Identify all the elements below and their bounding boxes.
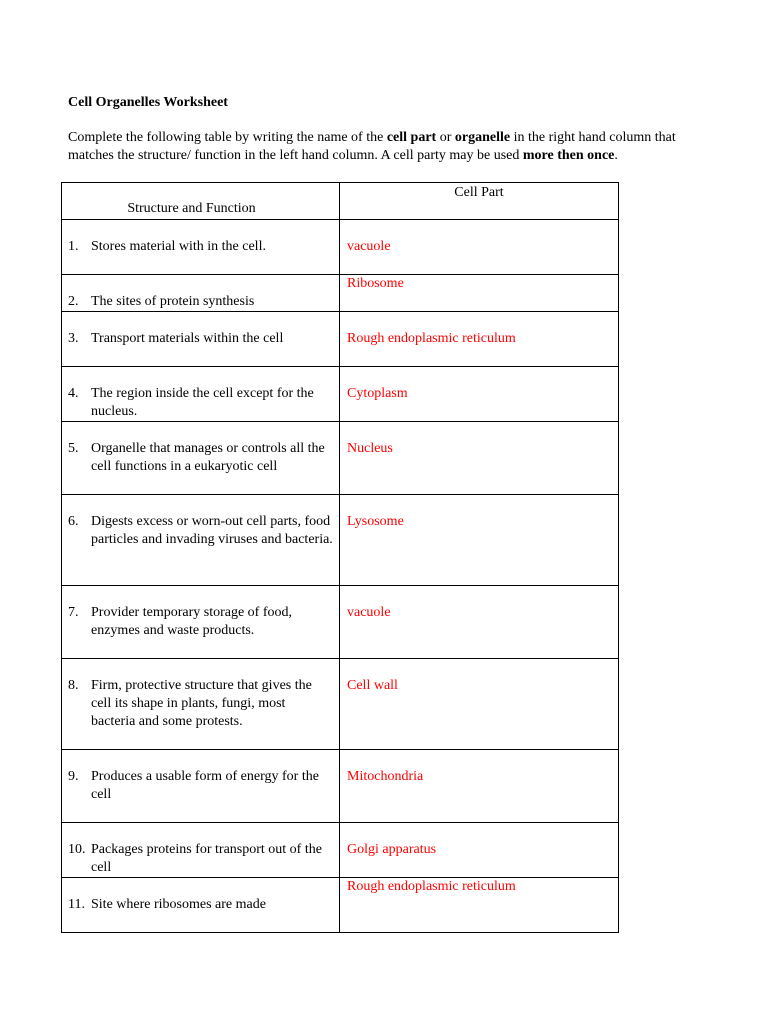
question: [62, 220, 339, 256]
header-structure-function: Structure and Function: [127, 201, 256, 216]
instructions-text-2: or: [436, 130, 455, 145]
question-text: Site where ribosomes are made: [91, 897, 266, 912]
table-row: [62, 220, 619, 275]
structure-function-cell: [62, 586, 340, 659]
question-number: 2.: [68, 294, 79, 309]
answer-text: Ribosome: [347, 276, 404, 291]
cell-part-cell: [340, 495, 619, 586]
structure-function-cell: [62, 312, 340, 367]
question: [62, 659, 339, 731]
instructions-bold-cell-part: cell part: [386, 130, 437, 145]
structure-function-cell: [62, 878, 340, 933]
question: [62, 495, 339, 549]
table-row: [62, 823, 619, 878]
structure-function-cell: [62, 422, 340, 495]
structure-function-cell: [62, 367, 340, 422]
header-cell-part: Cell Part: [454, 185, 504, 200]
question-number: 7.: [68, 605, 79, 620]
organelles-table: [61, 182, 619, 933]
question-text: The region inside the cell except for the nucleus.: [91, 386, 314, 419]
answer-text: Nucleus: [347, 441, 393, 456]
header-cell-part-cell: [340, 183, 619, 220]
table-row: [62, 659, 619, 750]
instructions-text-4: .: [614, 148, 618, 163]
question-text: Transport materials within the cell: [91, 331, 284, 346]
question: [62, 312, 339, 348]
answer-text: Rough endoplasmic reticulum: [347, 879, 516, 894]
answer-text: Cytoplasm: [347, 386, 408, 401]
question-number: 3.: [68, 331, 79, 346]
question: [62, 367, 339, 421]
question: [62, 275, 339, 311]
question-text: The sites of protein synthesis: [91, 294, 255, 309]
answer-text: Cell wall: [347, 678, 398, 693]
structure-function-cell: [62, 659, 340, 750]
question: [62, 878, 339, 914]
table-row: [62, 586, 619, 659]
question-number: 10.: [68, 842, 86, 857]
question-text: Digests excess or worn-out cell parts, food particles and invading viruses and bacteria.: [91, 514, 333, 547]
cell-part-cell: [340, 367, 619, 422]
question-number: 4.: [68, 386, 79, 401]
question-text: Provider temporary storage of food, enzymes and waste products.: [91, 605, 292, 638]
structure-function-cell: [62, 750, 340, 823]
question-text: Organelle that manages or controls all the cell functions in a eukaryotic cell: [91, 441, 325, 474]
instructions-bold-more-then-once: more then once: [522, 148, 615, 163]
structure-function-cell: [62, 823, 340, 878]
question: [62, 823, 339, 877]
table-row: [62, 275, 619, 312]
cell-part-cell: [340, 750, 619, 823]
answer-text: vacuole: [347, 605, 391, 620]
structure-function-cell: [62, 275, 340, 312]
question-number: 6.: [68, 514, 79, 529]
table-row: [62, 312, 619, 367]
question-text: Produces a usable form of energy for the cell: [91, 769, 319, 802]
question: [62, 422, 339, 476]
cell-part-cell: [340, 586, 619, 659]
table-row: [62, 878, 619, 933]
question-number: 1.: [68, 239, 79, 254]
answer-text: Lysosome: [347, 514, 404, 529]
structure-function-cell: [62, 495, 340, 586]
answer-text: vacuole: [347, 239, 391, 254]
worksheet-title: Cell Organelles Worksheet: [68, 95, 228, 110]
question-number: 5.: [68, 441, 79, 456]
question-text: Packages proteins for transport out of the cell: [91, 842, 322, 875]
table-row: [62, 495, 619, 586]
cell-part-cell: [340, 659, 619, 750]
cell-part-cell: [340, 275, 619, 312]
cell-part-cell: [340, 422, 619, 495]
instructions: [68, 129, 708, 165]
instructions-text-3: in the right hand column that matches the structure/ function in the left hand column. A cell party may be used: [68, 130, 676, 163]
answer-text: Rough endoplasmic reticulum: [347, 331, 516, 346]
structure-function-cell: [62, 220, 340, 275]
table-row: [62, 422, 619, 495]
cell-part-cell: [340, 823, 619, 878]
cell-part-cell: [340, 220, 619, 275]
question: [62, 750, 339, 804]
table-row: [62, 367, 619, 422]
answer-text: Golgi apparatus: [347, 842, 437, 857]
cell-part-cell: [340, 878, 619, 933]
question-number: 8.: [68, 678, 79, 693]
table-header-row: [62, 183, 619, 220]
table-row: [62, 750, 619, 823]
question-text: Firm, protective structure that gives the cell its shape in plants, fungi, most bacteria and some protests.: [91, 678, 312, 729]
question: [62, 586, 339, 640]
cell-part-cell: [340, 312, 619, 367]
header-structure-function-cell: [62, 183, 340, 220]
question-number: 9.: [68, 769, 79, 784]
instructions-text-1: Complete the following table by writing the name of the: [68, 130, 387, 145]
question-number: 11.: [68, 897, 85, 912]
instructions-bold-organelle: organelle: [454, 130, 511, 145]
answer-text: Mitochondria: [347, 769, 424, 784]
question-text: Stores material with in the cell.: [91, 239, 266, 254]
